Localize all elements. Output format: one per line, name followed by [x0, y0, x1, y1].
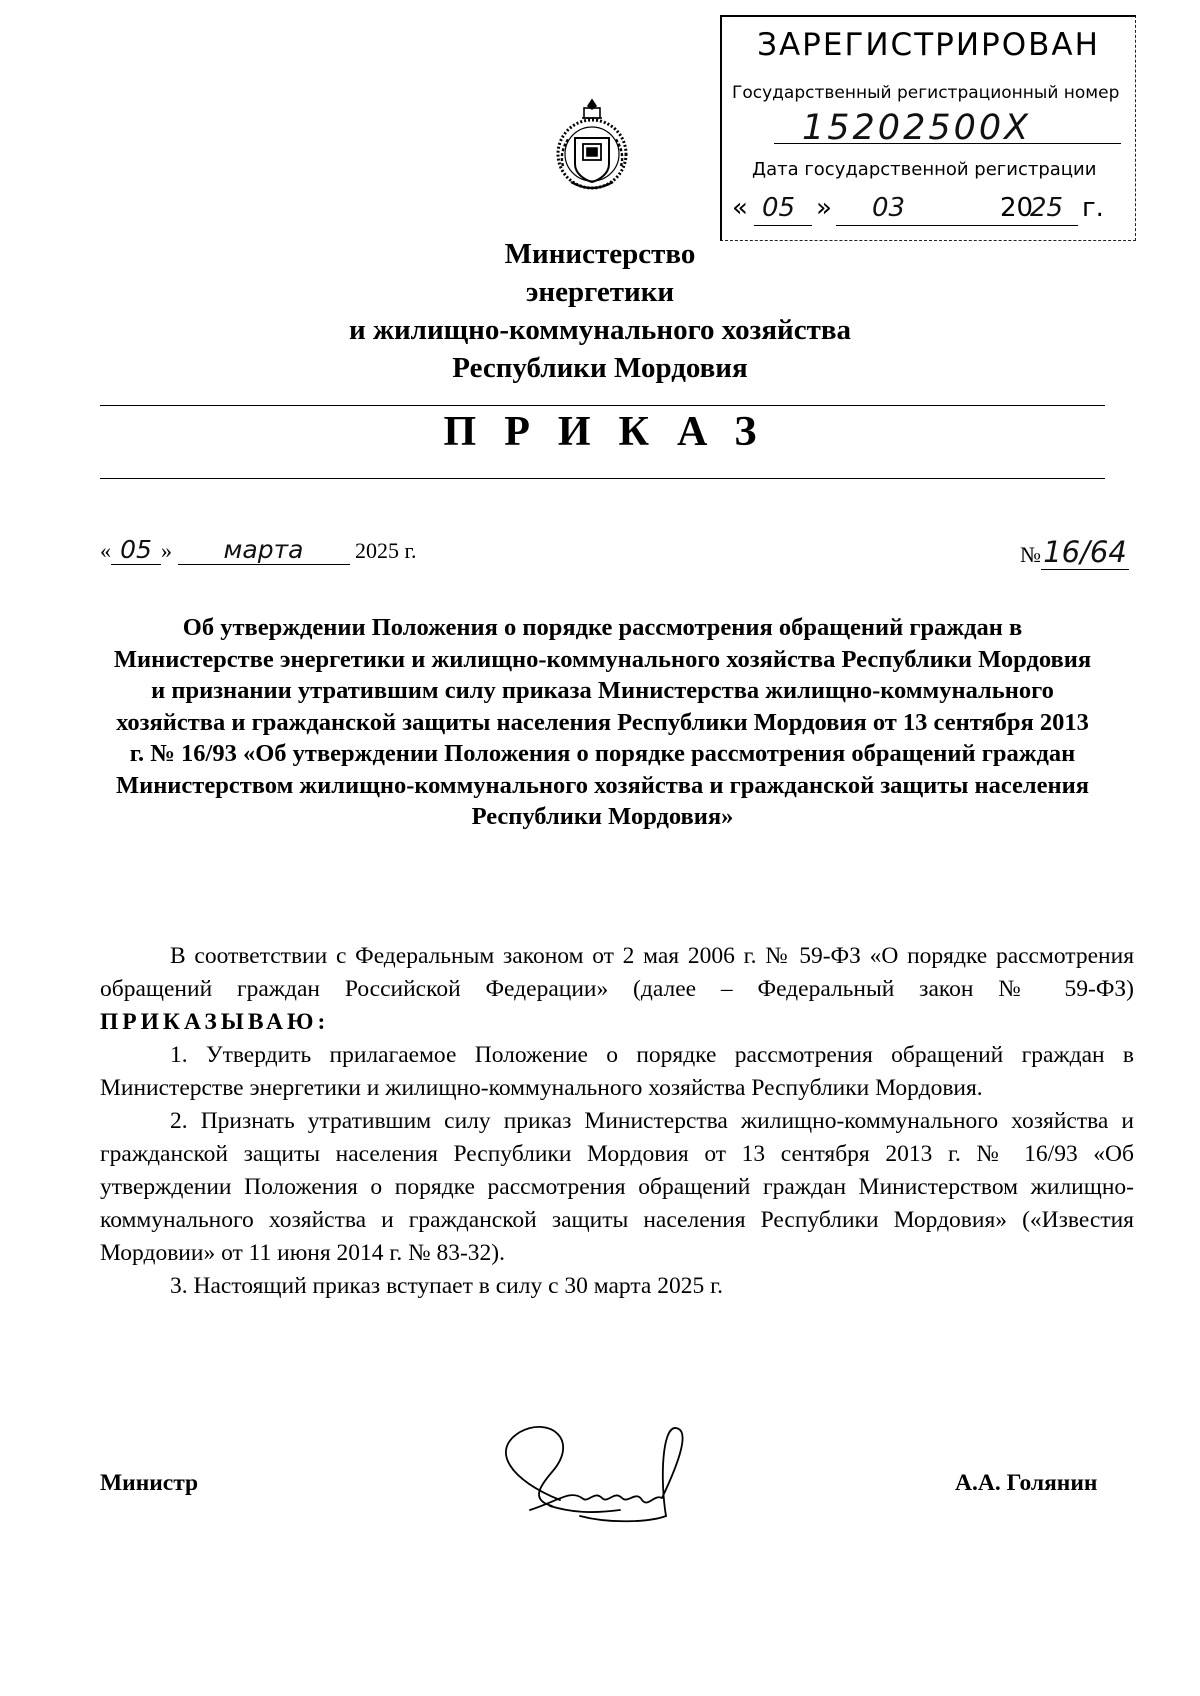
order-item-1: 1. Утвердить прилагаемое Положение о порядке рассмотрения обращений граждан в Министерстве энергетики и жилищно-коммунального хозяйства Республики Мордовия. [100, 1042, 1134, 1101]
stamp-reg-date-label: Дата государственной регистрации [752, 159, 1097, 180]
ministry-name-line-3: и жилищно-коммунального хозяйства [348, 314, 851, 346]
order-number-value: 16/64 [1041, 535, 1129, 570]
stamp-reg-date [732, 193, 1129, 227]
stamp-date-day: 05 [762, 193, 796, 223]
stamp-reg-number-line [774, 143, 1121, 144]
order-date-year: 2025 г. [355, 538, 417, 563]
order-date-close-quote: » [161, 538, 172, 563]
preamble-paragraph [100, 940, 1134, 1039]
order-date-open-quote: « [100, 538, 111, 563]
signatory-name: А.А. Голянин [955, 1470, 1098, 1496]
order-date-day: 05 [111, 535, 161, 565]
coat-of-arms-emblem [551, 96, 633, 196]
stamp-reg-number: 15202500Х [802, 108, 1032, 148]
ministry-name-line-2: энергетики [525, 276, 675, 308]
stamp-date-open-quote: « [732, 193, 748, 223]
ministry-name-line-4: Республики Мордовия [452, 352, 748, 384]
document-type-title: ПРИКАЗ [443, 409, 785, 455]
stamp-title: ЗАРЕГИСТРИРОВАН [757, 27, 1100, 63]
header-rule-bottom [100, 478, 1105, 479]
signatory-position: Министр [100, 1470, 199, 1496]
registration-stamp [720, 15, 1136, 241]
decree-word: ПРИКАЗЫВАЮ: [100, 1009, 330, 1035]
stamp-date-year-prefix: 20 [1000, 193, 1034, 223]
stamp-reg-number-label: Государственный регистрационный номер [732, 83, 1120, 103]
stamp-date-close-quote: » [816, 193, 832, 223]
order-number-prefix: № [1020, 542, 1041, 567]
stamp-date-year-suffix: 25 [1030, 193, 1064, 223]
stamp-date-year-line [972, 225, 1078, 226]
stamp-date-month: 03 [872, 193, 906, 223]
order-date-month: марта [178, 535, 350, 565]
stamp-date-day-line [754, 225, 812, 226]
preamble-text: В соответствии с Федеральным законом от 2 мая 2006 г. № 59-ФЗ «О порядке рассмотрения обращений граждан Российской Федерации» (далее – Федеральный закон № 59-ФЗ) [100, 943, 1134, 1002]
order-date [100, 535, 417, 565]
order-item-3: 3. Настоящий приказ вступает в силу с 30 марта 2025 г. [170, 1273, 723, 1299]
ministry-name-line-1: Министерство [504, 238, 696, 270]
order-item-2: 2. Признать утратившим силу приказ Министерства жилищно-коммунального хозяйства и гражданской защиты населения Республики Мордовия от 13 сентября 2013 г. № 16/93 «Об утверждении Положения о порядке рассмотрения обращений граждан Министерством жилищно-коммунального хозяйства и гражданской защиты населения Республики Мордовия» («Известия Мордовии» от 11 июня 2014 г. № 83-32). [100, 1108, 1134, 1266]
stamp-date-year-unit: г. [1082, 193, 1104, 223]
header-rule-top [100, 405, 1105, 406]
handwritten-signature [490, 1420, 710, 1530]
order-title: Об утверждении Положения о порядке рассмотрения обращений граждан в Министерстве энергетики и жилищно-коммунального хозяйства Республики Мордовия и признании утратившим силу приказа Министерства жилищно-коммунального хозяйства и гражданской защиты населения Республики Мордовия от 13 сентября 2013 г. № 16/93 «Об утверждении Положения о порядке рассмотрения обращений граждан Министерством жилищно-коммунального хозяйства и гражданской защиты населения Республики Мордовия» [113, 614, 1092, 830]
order-body [100, 940, 1134, 1303]
order-number [1020, 535, 1129, 570]
